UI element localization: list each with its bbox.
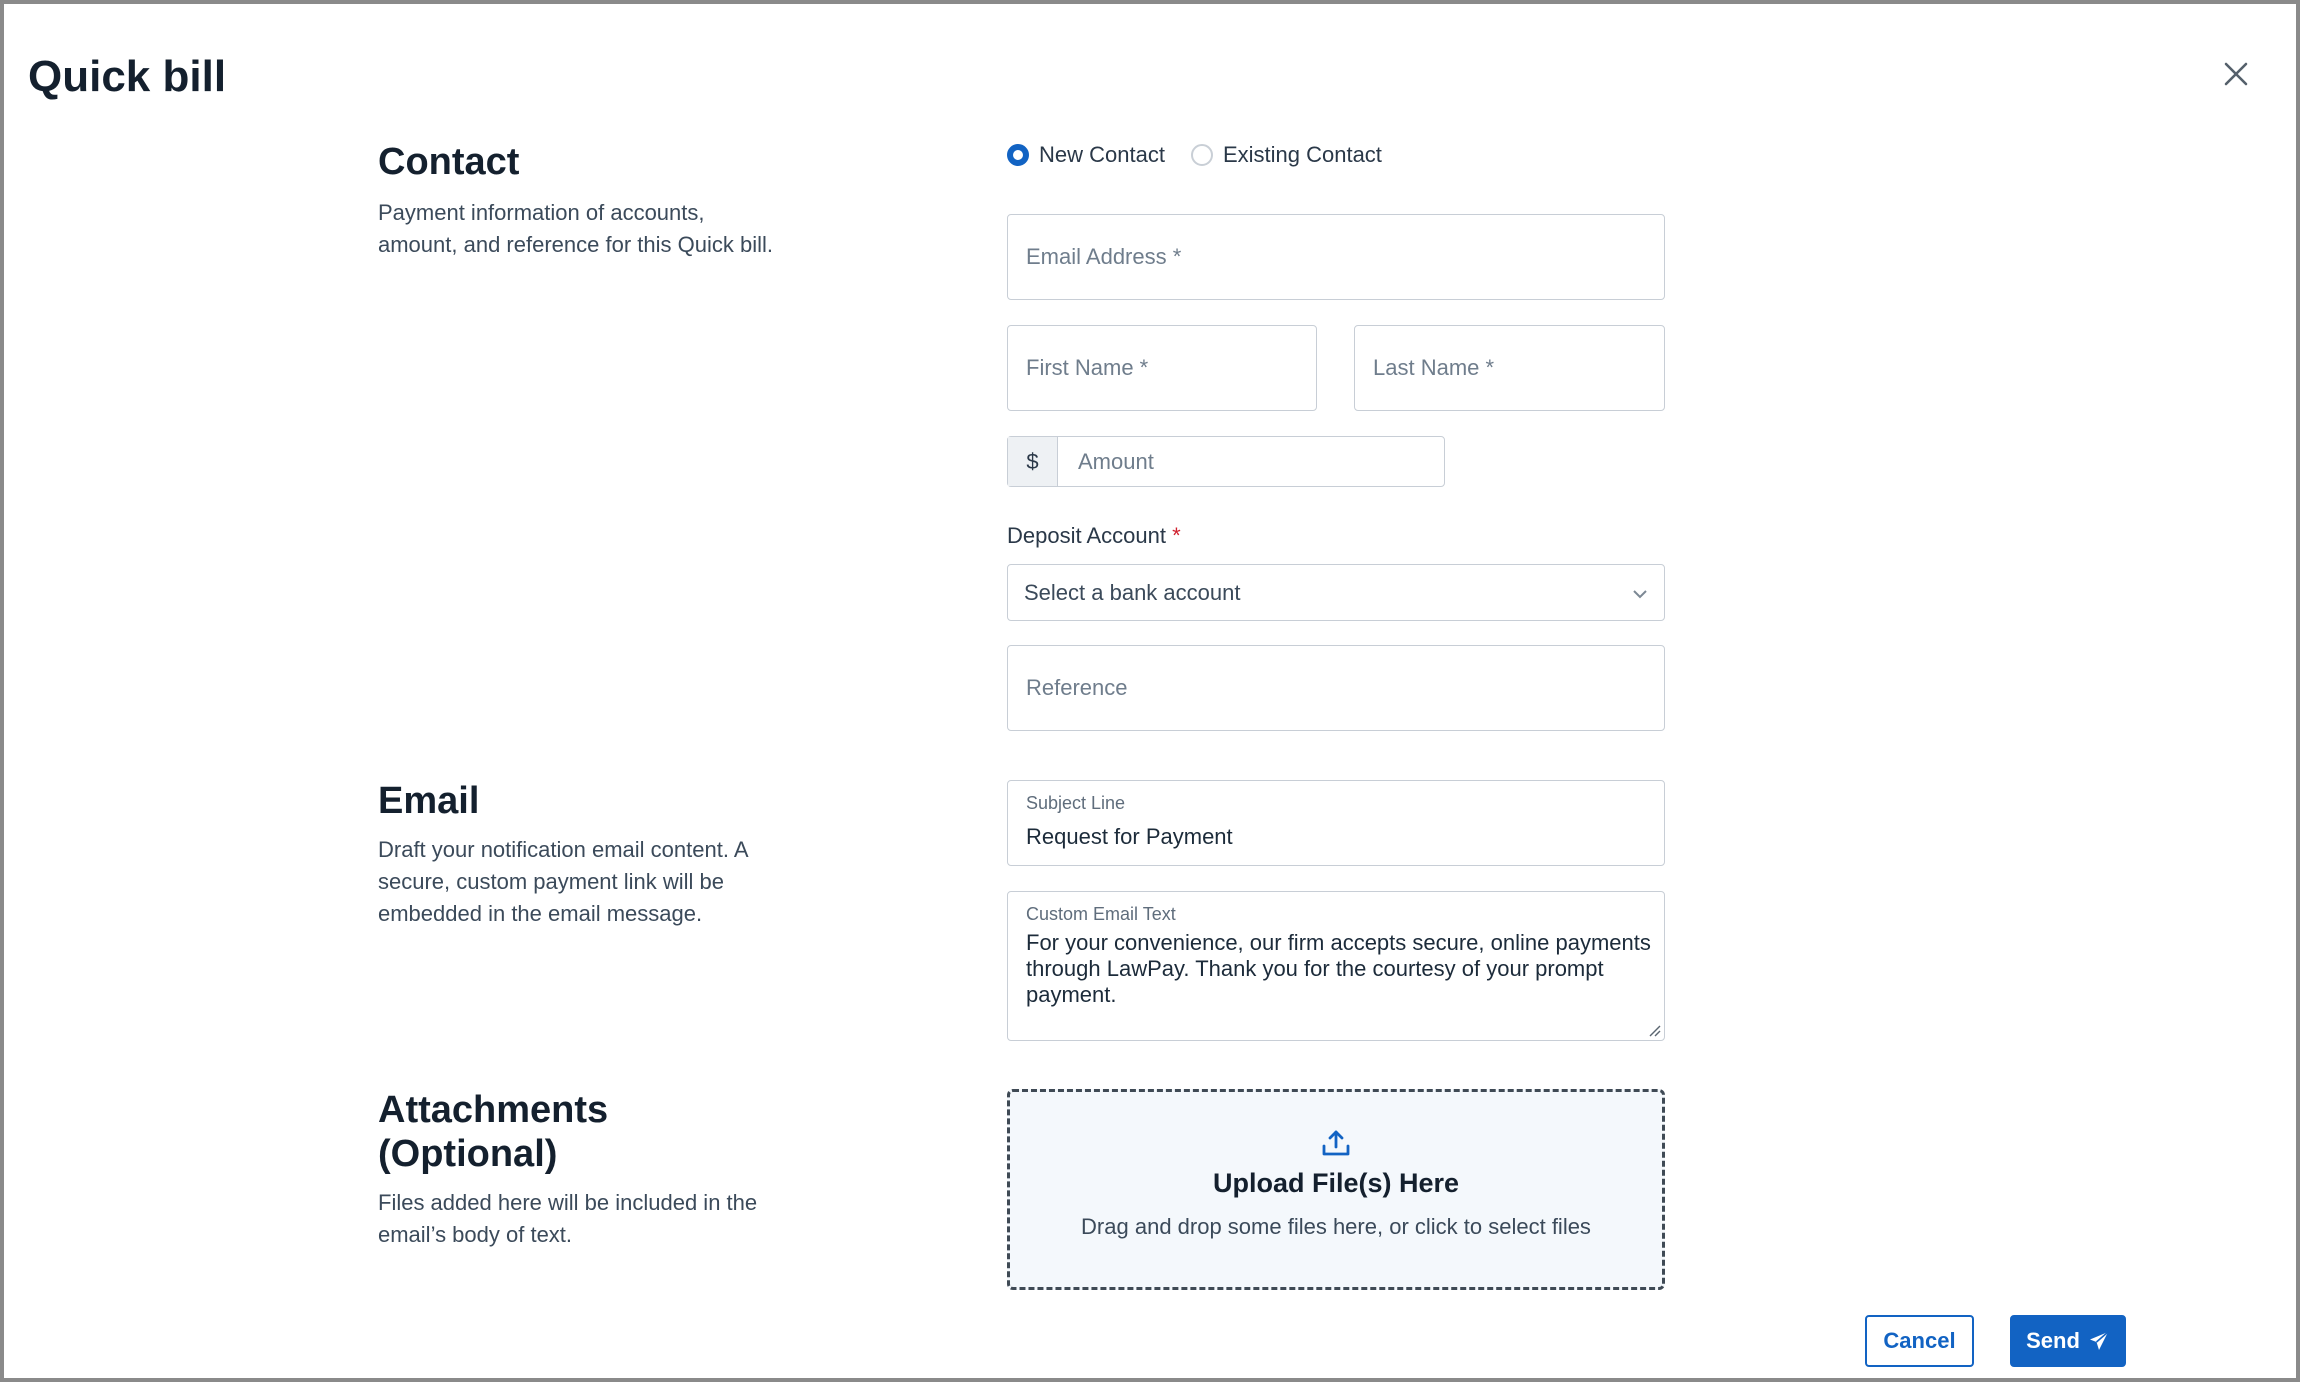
email-section-description: Draft your notification email content. A secure, custom payment link will be embedded in the email message. bbox=[378, 837, 748, 926]
contact-section-description: Payment information of accounts, amount, and reference for this Quick bill. bbox=[378, 200, 773, 257]
custom-email-text-label: Custom Email Text bbox=[1026, 904, 1176, 924]
file-dropzone[interactable] bbox=[1007, 1089, 1665, 1290]
reference-input[interactable] bbox=[1008, 646, 1664, 730]
first-name-input[interactable] bbox=[1008, 326, 1316, 410]
subject-line-field[interactable] bbox=[1007, 780, 1665, 866]
subject-line-label: Subject Line bbox=[1026, 793, 1126, 813]
existing-contact-label: Existing Contact bbox=[1222, 142, 1382, 167]
custom-email-text-field[interactable] bbox=[1007, 891, 1665, 1041]
email-section-title: Email bbox=[378, 780, 480, 822]
last-name-input[interactable] bbox=[1355, 326, 1664, 410]
attachments-section-title: Attachments (Optional) bbox=[378, 1089, 609, 1175]
contact-section-title: Contact bbox=[378, 141, 520, 183]
amount-field[interactable] bbox=[1007, 436, 1445, 487]
new-contact-radio[interactable] bbox=[1007, 142, 1165, 168]
deposit-account-label-text: Deposit Account bbox=[1007, 523, 1166, 548]
paper-plane-icon bbox=[2088, 1330, 2110, 1352]
radio-unchecked-icon bbox=[1191, 144, 1213, 166]
email-address-field[interactable] bbox=[1007, 214, 1665, 300]
quick-bill-modal bbox=[4, 4, 2296, 1378]
currency-symbol: $ bbox=[1008, 437, 1058, 486]
attachments-section-description: Files added here will be included in the email’s body of text. bbox=[378, 1190, 758, 1247]
contact-type-radio-group bbox=[1007, 142, 1408, 168]
custom-email-text-input[interactable] bbox=[1026, 930, 1652, 1030]
deposit-account-select[interactable] bbox=[1007, 564, 1665, 621]
required-mark: * bbox=[1172, 523, 1181, 548]
close-icon[interactable] bbox=[2218, 56, 2254, 92]
dropzone-title: Upload File(s) Here bbox=[1212, 1168, 1460, 1198]
radio-checked-icon bbox=[1007, 144, 1029, 166]
subject-line-input[interactable] bbox=[1026, 821, 1646, 853]
new-contact-label: New Contact bbox=[1039, 142, 1165, 167]
modal-title: Quick bill bbox=[28, 52, 227, 101]
deposit-account-label bbox=[1007, 523, 1181, 549]
first-name-field[interactable] bbox=[1007, 325, 1317, 411]
existing-contact-radio[interactable] bbox=[1191, 142, 1382, 168]
send-button-label: Send bbox=[2026, 1328, 2080, 1353]
upload-icon bbox=[1321, 1128, 1351, 1158]
send-button[interactable] bbox=[2010, 1315, 2126, 1367]
resize-handle-icon[interactable] bbox=[1647, 1023, 1661, 1037]
chevron-down-icon bbox=[1630, 584, 1650, 604]
deposit-account-select-value: Select a bank account bbox=[1024, 580, 1241, 605]
cancel-button-label: Cancel bbox=[1883, 1328, 1956, 1353]
email-address-input[interactable] bbox=[1008, 215, 1664, 299]
amount-input[interactable] bbox=[1076, 437, 1436, 486]
cancel-button[interactable] bbox=[1865, 1315, 1974, 1367]
dropzone-subtitle: Drag and drop some files here, or click to select files bbox=[1081, 1214, 1591, 1239]
reference-field[interactable] bbox=[1007, 645, 1665, 731]
last-name-field[interactable] bbox=[1354, 325, 1665, 411]
